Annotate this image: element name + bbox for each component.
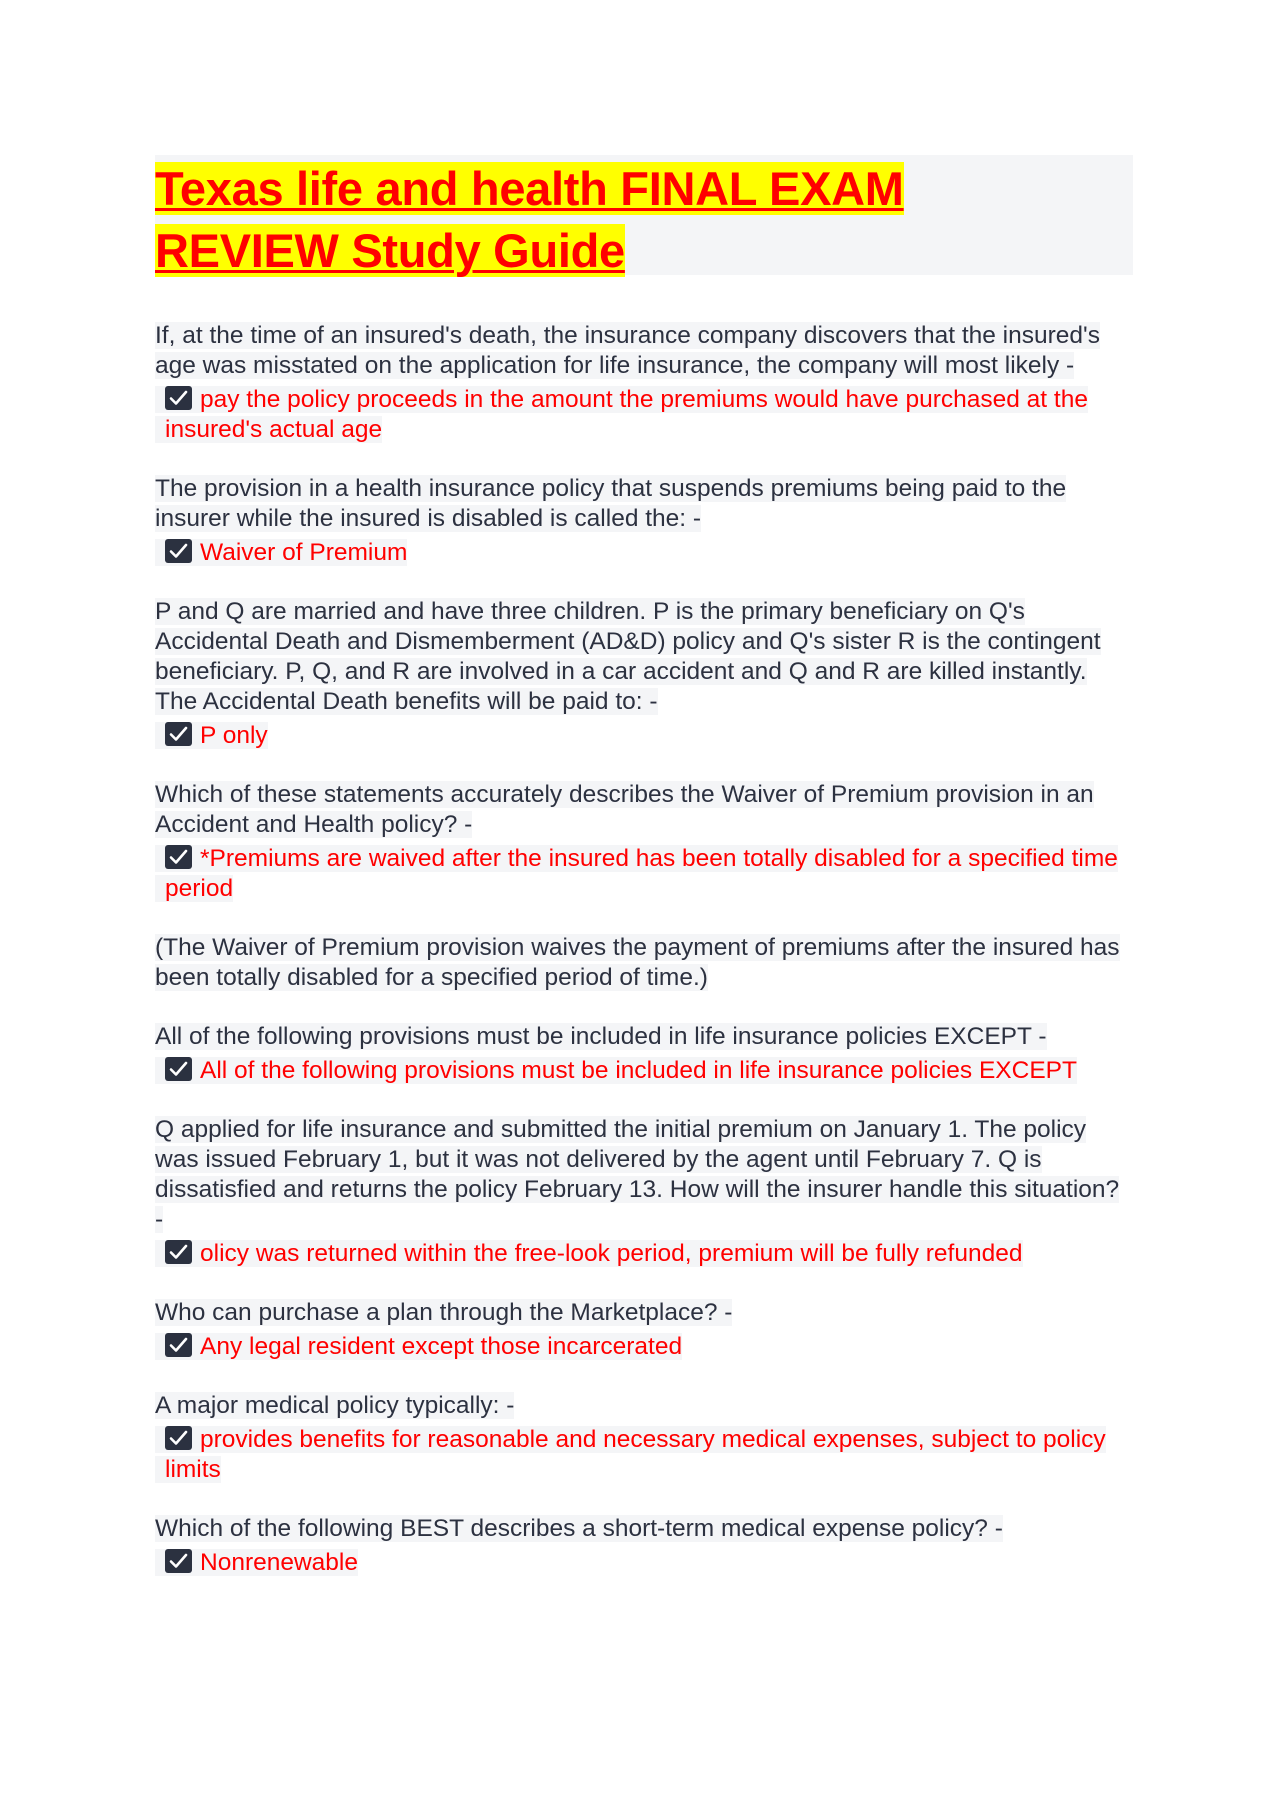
qa-list: [155, 321, 1133, 1578]
note-text: (The Waiver of Premium provision waives the payment of premiums after the insured has been totally disabled for a specified period of time.): [155, 934, 1120, 991]
answer-text: All of the following provisions must be included in life insurance policies EXCEPT: [200, 1057, 1077, 1084]
qa-item: [155, 780, 1133, 904]
question-text: P and Q are married and have three children. P is the primary beneficiary on Q's Accidental Death and Dismemberment (AD&D) policy and Q's sister R is the contingent beneficiary. P, Q, and R are involved in a car accident and Q and R are killed instantly. The Accidental Death benefits will be paid to: -: [155, 598, 1101, 715]
document-title: [155, 155, 1133, 275]
question: [155, 1514, 1133, 1544]
question: [155, 780, 1133, 840]
answer-text: pay the policy proceeds in the amount the premiums would have purchased at the insured's actual age: [165, 386, 1088, 443]
checkmark-icon: [165, 722, 192, 746]
answer: [155, 721, 1133, 751]
question: [155, 321, 1133, 381]
qa-item: [155, 1115, 1133, 1269]
checkmark-icon: [165, 1240, 192, 1264]
checkmark-icon: [165, 539, 192, 563]
question: [155, 1022, 1133, 1052]
answer: [155, 1332, 1133, 1362]
explanation-note: [155, 933, 1133, 993]
question-text: Which of the following BEST describes a short-term medical expense policy? -: [155, 1515, 1003, 1542]
qa-item: [155, 474, 1133, 568]
answer: [155, 844, 1133, 904]
answer-text: *Premiums are waived after the insured has been totally disabled for a specified time period: [165, 845, 1118, 902]
answer: [155, 1239, 1133, 1269]
answer-text: provides benefits for reasonable and necessary medical expenses, subject to policy limits: [165, 1426, 1106, 1483]
answer-text: P only: [200, 722, 268, 749]
checkmark-icon: [165, 1333, 192, 1357]
question: [155, 474, 1133, 534]
question: [155, 1298, 1133, 1328]
qa-item: [155, 1298, 1133, 1362]
question-text: The provision in a health insurance policy that suspends premiums being paid to the insurer while the insured is disabled is called the: -: [155, 475, 1067, 532]
question-text: Which of these statements accurately describes the Waiver of Premium provision in an Accident and Health policy? -: [155, 781, 1094, 838]
question-text: If, at the time of an insured's death, the insurance company discovers that the insured's age was misstated on the application for life insurance, the company will most likely -: [155, 322, 1100, 379]
qa-item: [155, 1514, 1133, 1578]
checkmark-icon: [165, 845, 192, 869]
question: [155, 1391, 1133, 1421]
answer-text: Nonrenewable: [200, 1549, 358, 1576]
question-text: A major medical policy typically: -: [155, 1392, 515, 1419]
title-line-1: Texas life and health FINAL EXAM: [155, 162, 904, 215]
checkmark-icon: [165, 1057, 192, 1081]
answer: [155, 1056, 1133, 1086]
answer: [155, 1548, 1133, 1578]
answer-text: Waiver of Premium: [200, 539, 408, 566]
answer: [155, 1425, 1133, 1485]
checkmark-icon: [165, 386, 192, 410]
question-text: Who can purchase a plan through the Marketplace? -: [155, 1299, 733, 1326]
checkmark-icon: [165, 1426, 192, 1450]
question-text: All of the following provisions must be included in life insurance policies EXCEPT -: [155, 1023, 1047, 1050]
answer: [155, 538, 1133, 568]
answer-text: Any legal resident except those incarcerated: [200, 1333, 683, 1360]
checkmark-icon: [165, 1549, 192, 1573]
qa-item: [155, 321, 1133, 445]
question-text: Q applied for life insurance and submitted the initial premium on January 1. The policy was issued February 1, but it was not delivered by the agent until February 7. Q is dissatisfied and returns the policy February 13. How will the insurer handle this situation? -: [155, 1116, 1120, 1233]
answer: [155, 385, 1133, 445]
document-page: [155, 155, 1133, 1607]
question: [155, 597, 1133, 717]
qa-item: [155, 597, 1133, 751]
qa-item: [155, 1391, 1133, 1485]
qa-item: [155, 1022, 1133, 1086]
title-line-2: REVIEW Study Guide: [155, 224, 625, 277]
question: [155, 1115, 1133, 1235]
answer-text: olicy was returned within the free-look period, premium will be fully refunded: [200, 1240, 1023, 1267]
